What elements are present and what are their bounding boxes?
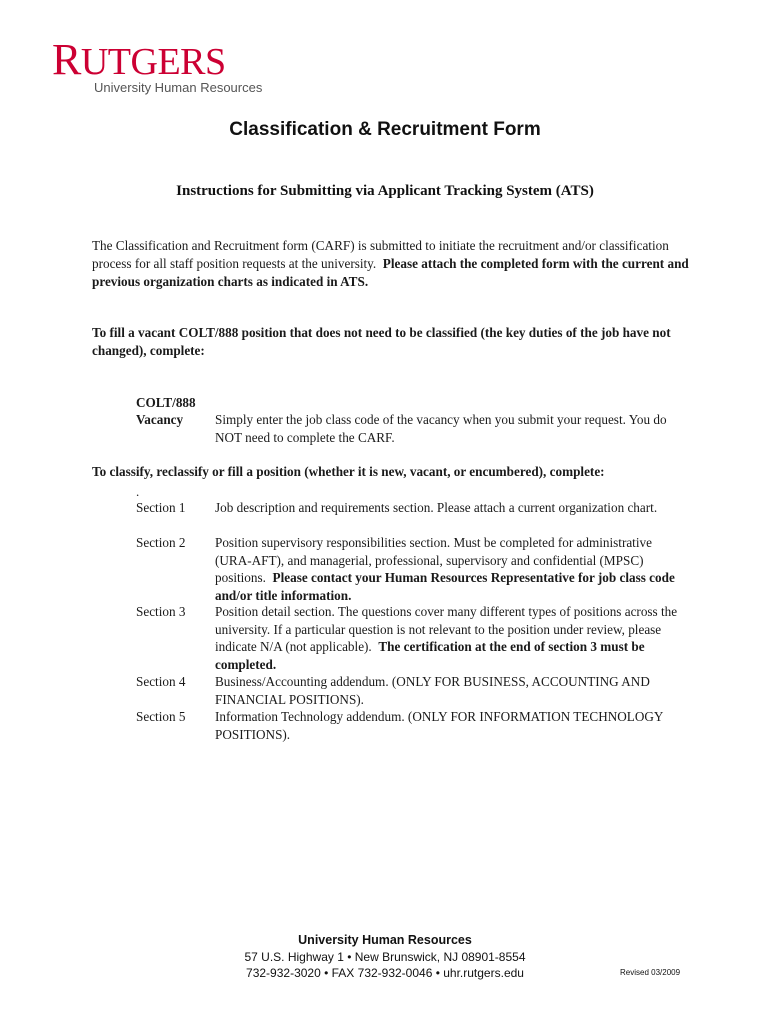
logo-initial: R [52, 35, 81, 84]
section-1-term: Section 1 [136, 500, 186, 515]
section-3-term: Section 3 [136, 604, 186, 619]
classify-heading: To classify, reclassify or fill a position (whether it is new, vacant, or encumbered), complete: [92, 464, 605, 479]
colt-heading: To fill a vacant COLT/888 position that does not need to be classified (the key duties of the job have not changed), complete: [92, 325, 671, 358]
footer-address: 57 U.S. Highway 1 • New Brunswick, NJ 08901-8554 [244, 950, 526, 964]
section-5-term: Section 5 [136, 709, 186, 724]
footer-contact: 732-932-3020 • FAX 732-932-0046 • uhr.rutgers.edu [246, 966, 524, 980]
section-2-definition [215, 534, 685, 604]
section-4-definition [215, 673, 685, 708]
section-2-text: Position supervisory responsibilities section. Must be completed for administrative (URA-AFT), and managerial, professional, supervisory and confidential (MPSC) positions. [215, 535, 652, 585]
colt-term-line1: COLT/888 [136, 395, 196, 410]
page-title: Classification & Recruitment Form [229, 119, 541, 140]
section-3-bold-text: The certification at the end of section 3 must be completed. [215, 639, 645, 672]
logo-wordmark [52, 35, 226, 84]
revised-date: Revised 03/2009 [620, 968, 681, 977]
rutgers-logo [52, 30, 282, 100]
section-4-term: Section 4 [136, 674, 186, 689]
section-5-text: Information Technology addendum. (ONLY FOR INFORMATION TECHNOLOGY POSITIONS). [215, 709, 663, 742]
section-3-definition [215, 603, 685, 673]
page-subtitle: Instructions for Submitting via Applicant Tracking System (ATS) [176, 183, 594, 199]
section-2-term: Section 2 [136, 535, 186, 550]
logo-subtitle: University Human Resources [94, 80, 263, 95]
list-marker: . [136, 484, 140, 499]
section-4-text: Business/Accounting addendum. (ONLY FOR BUSINESS, ACCOUNTING AND FINANCIAL POSITIONS). [215, 674, 650, 707]
section-3-text: Position detail section. The questions cover many different types of positions across the university. If a particular question is not relevant to the position under review, please indicate N/A (not applicable). [215, 604, 678, 654]
section-1-definition [215, 499, 685, 517]
intro-text: The Classification and Recruitment form (CARF) is submitted to initiate the recruitment and/or classification process for all staff position requests at the university. [92, 238, 669, 271]
colt-term-line2: Vacancy [136, 412, 184, 427]
logo-wordmark-rest: UTGERS [80, 41, 226, 83]
section-1-text: Job description and requirements section. Please attach a current organization chart. [215, 500, 658, 515]
section-5-definition [215, 708, 685, 743]
colt-definition: Simply enter the job class code of the vacancy when you submit your request. You do NOT need to complete the CARF. [215, 412, 667, 445]
section-2-bold-text: Please contact your Human Resources Representative for job class code and/or title information. [215, 570, 675, 603]
intro-bold-text: Please attach the completed form with the current and previous organization charts as indicated in ATS. [92, 256, 689, 289]
intro-paragraph [92, 237, 692, 291]
footer-org-name: University Human Resources [298, 933, 472, 947]
